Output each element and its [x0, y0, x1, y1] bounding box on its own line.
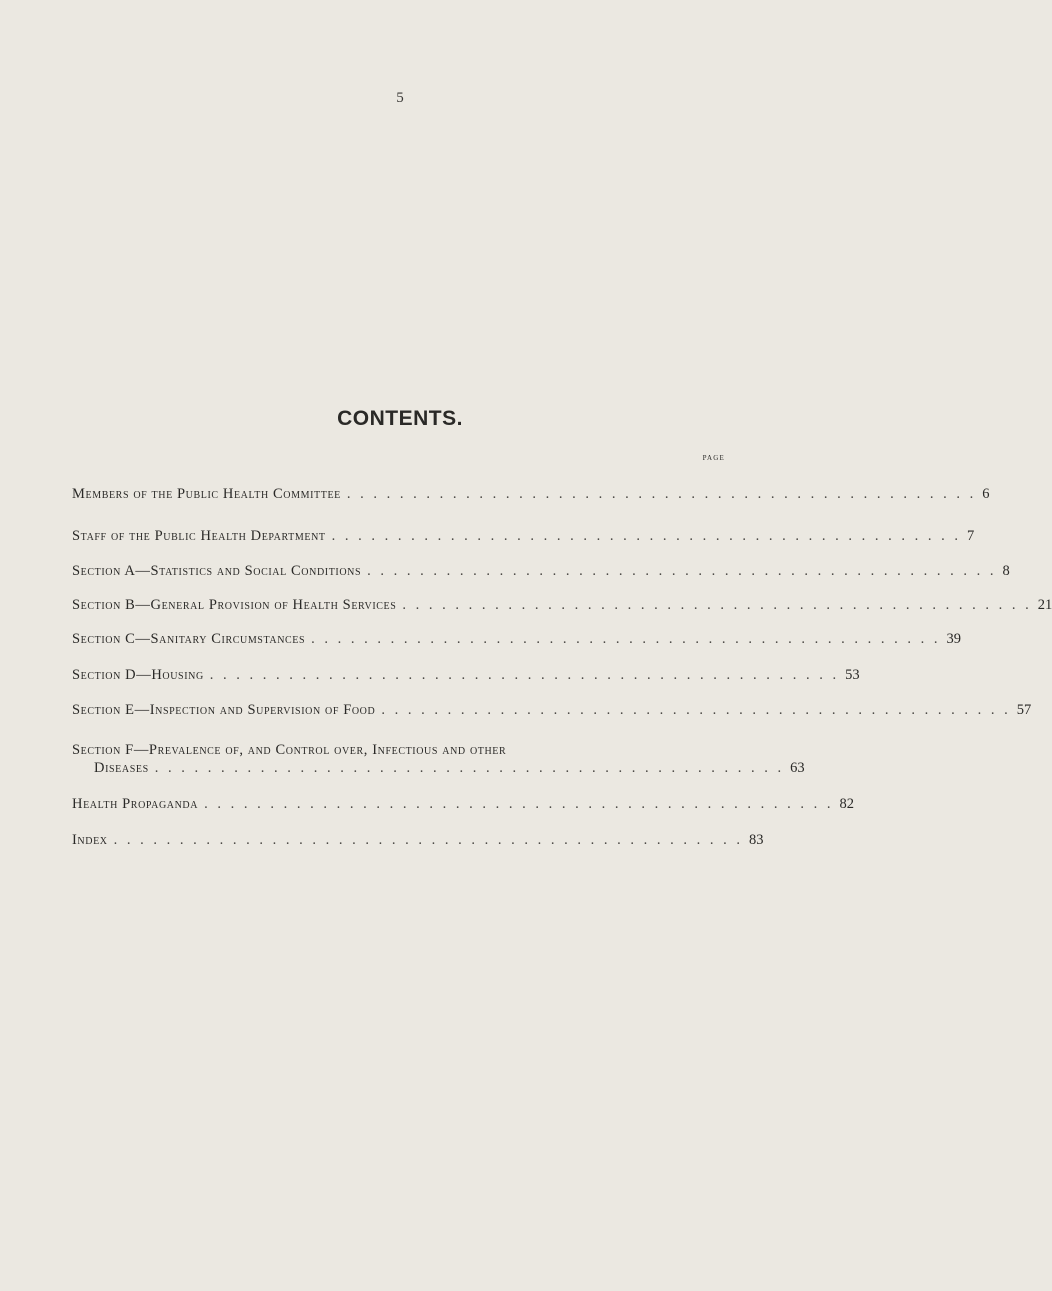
toc-entry-label-line1: Section F—Prevalence of, and Control over, Infectious and other [72, 742, 507, 758]
dot-leader: . . . . . . . . . . . . . . . . . . . . . . . . . . . . . . . . . . . . . . . . . . . . . . . . [204, 796, 834, 812]
toc-entry-section-a[interactable] [72, 562, 1010, 580]
toc-entry-section-f[interactable] [72, 741, 805, 777]
toc-entry-label: Section B—General Provision of Health Services [72, 597, 397, 613]
toc-entry-page: 21 [1037, 597, 1052, 613]
toc-entry-label: Health Propaganda [72, 796, 199, 812]
toc-entry-page: 57 [1016, 702, 1032, 718]
toc-entry-page: 8 [1002, 563, 1010, 579]
dot-leader: . . . . . . . . . . . . . . . . . . . . . . . . . . . . . . . . . . . . . . . . . . . . . . . . [346, 486, 977, 502]
dot-leader: . . . . . . . . . . . . . . . . . . . . . . . . . . . . . . . . . . . . . . . . . . . . . . . . [209, 667, 840, 683]
dot-leader: . . . . . . . . . . . . . . . . . . . . . . . . . . . . . . . . . . . . . . . . . . . . . . . . [367, 563, 997, 579]
toc-entry-section-d[interactable] [72, 666, 860, 684]
toc-entry-label: Section C—Sanitary Circumstances [72, 631, 306, 647]
toc-entry-label-line2: Diseases [94, 760, 149, 776]
toc-entry-index[interactable] [72, 831, 764, 849]
toc-entry-page: 6 [982, 486, 990, 502]
page-title: CONTENTS. [337, 407, 463, 430]
toc-entry-label: Section A—Statistics and Social Conditions [72, 563, 362, 579]
page-column-header: page [702, 452, 725, 463]
toc-entry-staff[interactable] [72, 527, 975, 545]
toc-entry-page: 7 [966, 528, 975, 544]
toc-entry-section-b[interactable] [72, 596, 1052, 614]
toc-entry-page: 53 [845, 667, 860, 683]
toc-entry-section-e[interactable] [72, 701, 1032, 719]
dot-leader: . . . . . . . . . . . . . . . . . . . . . . . . . . . . . . . . . . . . . . . . . . . . . . . . [113, 832, 743, 848]
dot-leader: . . . . . . . . . . . . . . . . . . . . . . . . . . . . . . . . . . . . . . . . . . . . . . . . [402, 597, 1032, 613]
toc-entry-label: Members of the Public Health Committee [72, 486, 341, 502]
toc-entry-label: Index [72, 832, 108, 848]
toc-entry-label: Staff of the Public Health Department [72, 528, 326, 544]
toc-entry-page: 82 [839, 796, 854, 812]
dot-leader: . . . . . . . . . . . . . . . . . . . . . . . . . . . . . . . . . . . . . . . . . . . . . . . . [154, 760, 785, 776]
toc-entry-page: 63 [790, 760, 805, 776]
dot-leader: . . . . . . . . . . . . . . . . . . . . . . . . . . . . . . . . . . . . . . . . . . . . . . . . [311, 631, 941, 647]
toc-entry-section-c[interactable] [72, 630, 962, 648]
toc-entry-page: 83 [748, 832, 764, 848]
dot-leader: . . . . . . . . . . . . . . . . . . . . . . . . . . . . . . . . . . . . . . . . . . . . . . . . [331, 528, 961, 544]
toc-entry-label: Section E—Inspection and Supervision of Food [72, 702, 376, 718]
toc-entry-page: 39 [946, 631, 962, 647]
page-number: 5 [396, 90, 404, 106]
toc-entry-health-propaganda[interactable] [72, 795, 854, 813]
dot-leader: . . . . . . . . . . . . . . . . . . . . . . . . . . . . . . . . . . . . . . . . . . . . . . . . [381, 702, 1011, 718]
toc-entry-members[interactable] [72, 485, 990, 503]
toc-entry-label: Section D—Housing [72, 667, 204, 683]
